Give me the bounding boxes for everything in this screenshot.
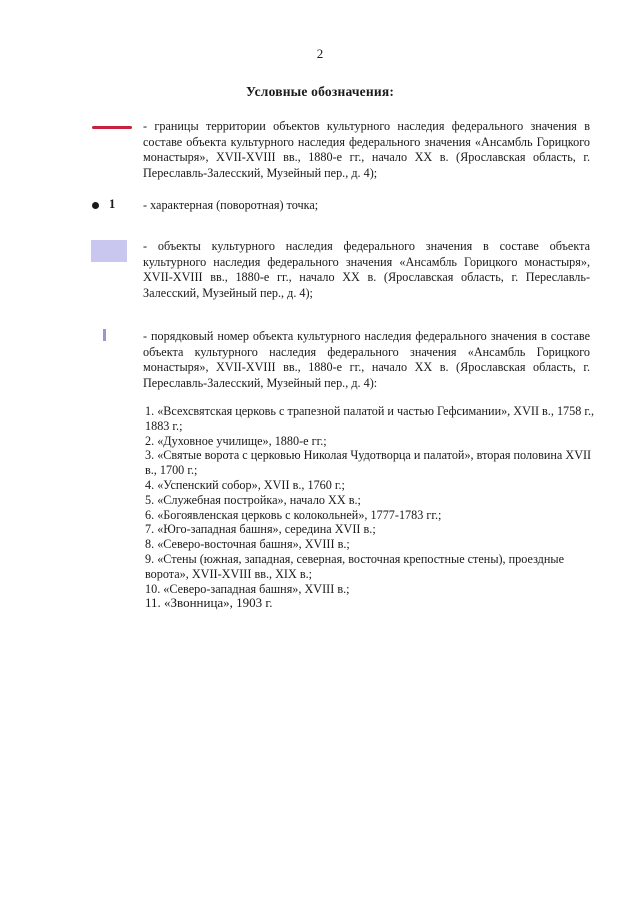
- list-item: 4. «Успенский собор», XVII в., 1760 г.;: [145, 477, 345, 492]
- heritage-object-list: [145, 404, 595, 611]
- point-number-sample: 1: [109, 197, 116, 211]
- serial-number-marker-icon: [103, 329, 106, 341]
- legend-text-heritage-objects: - объекты культурного наследия федерального значения в составе объекта культурного наследия федерального значения «Ансамбль Горицкого монастыря», XVII-XVIII вв., 1880-е гг., начало XX в. (Ярославская область, г. Переславль-Залесский, Музейный пер., д. 4);: [143, 239, 590, 300]
- legend-text-boundary: - границы территории объектов культурного наследия федерального значения в составе объекта культурного наследия федерального значения «Ансамбль Горицкого монастыря», XVII-XVIII вв., 1880-е гг., начало XX в. (Ярославская область, г. Переславль-Залесский, Музейный пер., д. 4);: [143, 119, 590, 180]
- page-title: Условные обозначения:: [245, 84, 395, 99]
- list-item: 1. «Всехсвятская церковь с трапезной палатой и частью Гефсимании», XVII в., 1758 г., 1883 г.;: [145, 404, 595, 433]
- red-boundary-line-icon: [92, 126, 132, 129]
- list-item: 3. «Святые ворота с церковью Николая Чудотворца и палатой», вторая половина XVII в., 1700 г.;: [145, 448, 592, 478]
- list-item: 8. «Северо-восточная башня», XVIII в.;: [145, 537, 350, 552]
- violet-fill-swatch-icon: [91, 240, 127, 262]
- list-item: 9. «Стены (южная, западная, северная, восточная крепостные стены), проездные ворота», XVII-XVIII вв., XIX в.;: [145, 551, 564, 581]
- list-item: 11. «Звонница», 1903 г.: [145, 595, 273, 611]
- list-item: 6. «Богоявленская церковь с колокольней», 1777-1783 гг.;: [145, 507, 442, 522]
- page-number: 2: [316, 46, 324, 61]
- point-dot-icon: [92, 202, 99, 209]
- list-item: 2. «Духовное училище», 1880-е гг.;: [145, 433, 327, 448]
- legend-text-point: - характерная (поворотная) точка;: [143, 198, 319, 212]
- legend-text-serial-number: - порядковый номер объекта культурного наследия федерального значения в составе объекта культурного наследия федерального значения «Ансамбль Горицкого монастыря», XVII-XVIII вв., 1880-е гг., начало XX в. (Ярославская область, г. Переславль-Залесский, Музейный пер., д. 4):: [143, 329, 590, 390]
- list-item: 10. «Северо-западная башня», XVIII в.;: [145, 581, 350, 596]
- list-item: 7. «Юго-западная башня», середина XVII в.;: [145, 522, 376, 537]
- list-item: 5. «Служебная постройка», начало XX в.;: [145, 492, 361, 507]
